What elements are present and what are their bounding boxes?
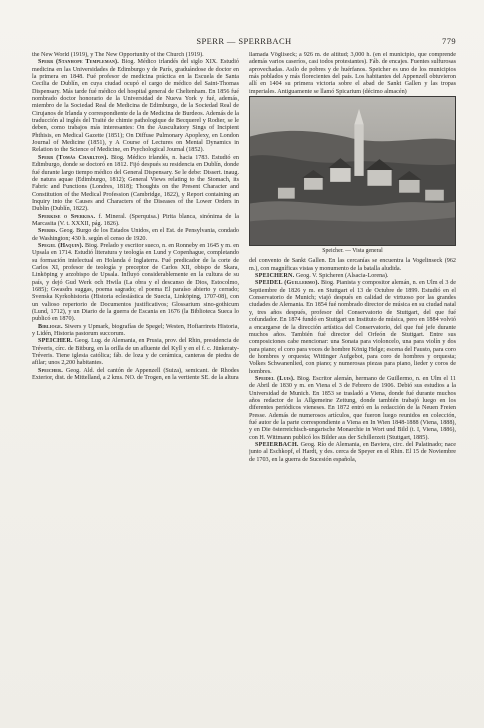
- entry-headword: SPEICHERN.: [255, 273, 295, 280]
- left-column: [32, 52, 239, 718]
- dictionary-entry: [32, 338, 239, 367]
- dictionary-entry: [32, 155, 239, 214]
- entry-headword: Sperr (Stanhope Templeman).: [38, 59, 120, 66]
- entry-headword: Biblioge.: [38, 323, 63, 330]
- entry-text: f. Mineral. (Sperquisa.) Pirita blanca, sinónima de la Marcasita (V. t. XXXII, pág. 1826).: [32, 213, 239, 227]
- photo-caption: Speicher. — Vista general: [322, 248, 383, 255]
- entry-headword: Speidel (Luis).: [255, 375, 295, 382]
- entry-text: Geog. Ald. del cantón de Appenzell (Suiza), semicant. de Rhodes Exterior, dist. de Mittelland, a 2 kms. NO. de Trogen, en la vertiente SE. de la altura: [32, 367, 239, 382]
- town-photo: [249, 96, 456, 246]
- entry-text: Biog. Médico irlandés del siglo XIX. Estudió medicina en las Universidades de Edimburgo y de París, graduándose de doctor en la primera en 1848. Fué profesor de medicina práctica en la Escuela de Santa Cecilia de Dublín, en cuya ciudad ocupó el cargo de médico del Saint-Thomas Dispensary. Más tarde fué médico del hospital general de Cheltenham. En 1856 fué nombrado doctor honorario de la Universidad de Nueva York y fué, además, miembro de la Sociedad Real de Medicina de Edimburgo, de la Sociedad Real de Cirujanos de Irlanda y correspondiente de la de Medicina de Burdeos. Además de la traducción al inglés del Traité de chimie pathologique de Becquerel y Rodier, se le deben, como trabajos más interesantes: On the Auscultatory Sings of Incipient Phthisis, en Medical Gazette (1851); On Diffuse Pulmonary Apoplexy, en London Journal of Medicine (1851), y A Course of Lectures on Mental Dynamics in Relation to the Science of Medicine, en Psychological Journal (1852).: [32, 59, 239, 154]
- dictionary-entry: [249, 376, 456, 442]
- running-head: [32, 36, 456, 48]
- dictionary-entry: [32, 243, 239, 324]
- dictionary-entry: [32, 368, 239, 383]
- entry-headword: SPEIDEL (Guillermo).: [255, 280, 320, 287]
- entry-headword: SPEIERBACH.: [255, 442, 299, 448]
- entry-text: Geog. Lug. de Alemania, en Prusia, prov. del Rhin, presidencia de Tréveris, círc. de Bitburg, en la orilla de un afluente del Kyll y en el f. c. Jünkeraty-Tréveris. Tiene iglesia católica; fáb. de loza y de cerámica, canteras de piedra de afilar; unos 2,200 habitantes.: [32, 338, 239, 367]
- dictionary-entry: [249, 280, 456, 375]
- dictionary-entry: [32, 59, 239, 154]
- entry-text: Geog. V. Spicheren (Alsacia-Lorena).: [294, 273, 389, 280]
- dictionary-entry: [249, 442, 456, 464]
- page-title: SPERR — SPERRBACH: [196, 36, 292, 46]
- text-columns: [32, 52, 456, 718]
- entry-headword: Sperr (Tomás Charlton).: [38, 154, 109, 161]
- right-column-top: [249, 52, 456, 96]
- entry-headword: Speicher.: [38, 367, 63, 374]
- entry-text: Geog. Burgo de los Estados Unidos, en el Est. de Pensylvania, condado de Washington; 430 h. según el censo de 1920.: [32, 228, 239, 242]
- entry-text: Biog. Prelado y escritor sueco, n. en Ronneby en 1645 y m. en Upsala en 1714. Estudió literatura y teología en Lund y Copenhague, completando su formación intelectual en Holanda é Inglaterra. Fué predicador de la corte de Carlos XI, profesor de teología y preceptor de Carlos XII, obispo de Skara, Linköping y arzobispo de Upsala. Influyó considerablemente en la cultura de su país, y dejó Gud Werk och Hwila (La obra y el descanso de Dios, Estocolmo, 1685); Gwasdrs suggas, poema sagrado; el poema El paraíso abierto y cerrado; Svenska Kyrkohistoria (Historia eclesiástica de Suecia, Linköping, 1707-08), con un valioso repertorio de Documentos justificativos; Glossarium sino-gothicum (Lund, 1712), y un Diario de la guerra de Escania en 1676 (la Biblioteca Sueca lo publicó en 1870).: [32, 242, 239, 323]
- continued-text: the New World (1919), y The New Opportunity of the Church (1919).: [32, 52, 204, 58]
- dictionary-entry: [32, 324, 239, 339]
- entry-text: Biog. Médico irlandés, n. hacia 1783. Estudió en Edimburgo, donde se doctoró en 1812. Fijó después su residencia en Dublín, donde fué durante largo tiempo médico del General Dispensary. Se le debe: Dissert. inaug. de natura aquae (Edimburgo, 1812); General Views relating to the Stomach, its Fabric and Functions (Londres, 1818); Thoughts on the Present Character and Constitution of the Medical Profession (Cambridge, 1822), y Report containing an Inquiry into the Causes and Characters of the Diseases of the Lower Orders in Dublin (Dublín, 1822).: [32, 154, 239, 213]
- continued-text: llamada Vögliseck; a 926 m. de altitud; 3,000 h. (en el municipio, que comprende además varios caseríos, casi todos protestantes). Fáb. de encajes. Fuentes sulfurosas aprovechadas. Asilo de pobres y de huérfanos. Speicher es uno de los municipios más poblados y más florecientes del país. Los habitantes del Appenzell obtuvieron allí en 1404 su primera victoria sobre el abad de Sankt Gallen y las tropas imperiales. Antiguamente se llamó Spicarium (décimo almacén): [249, 52, 456, 95]
- page-number: 779: [442, 36, 456, 46]
- right-column-bottom: [249, 258, 456, 464]
- entry-headword: Sperrs.: [38, 228, 58, 235]
- continued-text: del convento de Sankt Gallen. En las cercanías se encuentra la Vogelinseck (962 m.), con magníficas vistas y monumento de la batalla aludida.: [249, 258, 456, 272]
- dictionary-entry: [32, 214, 239, 229]
- right-column: [249, 52, 456, 718]
- entry-text: Geog. Río de Alemania, en Baviera, circ. del Palatinado; nace junto al Eschkopf, el Hardt, y des. cerca de Speyer en el Rhin. El 15 de Noviembre de 1703, en la guerra de Sucesión española,: [249, 442, 456, 463]
- entry-headword: Spegel (Haquin).: [38, 242, 84, 249]
- photo-figure: [249, 96, 456, 255]
- entry-text: Biog. Pianista y compositor alemán, n. en Ulm el 3 de Septiembre de 1826 y m. en Stuttgart el 13 de Octubre de 1899. Estudió en el Conservatorio de Munich; viajó después en calidad de virtuoso por las grandes ciudades de Alemania. En 1854 fué nombrado director de música en su ciudad natal y, tres años después, profesor del Conservatorio de Stuttgart, del que fué cofundador. En 1874 fundó en Stuttgart un Instituto de música, pero en 1884 volvió a encargarse de la dirección artística del Conservatorio, del que fué jefe durante muchos años. También fué director del Orfeón de Stuttgart. Entre sus composiciones cabe mencionar: una Sonata para violoncelo, una para violín y dos para piano; el coro para voces de hombre König Helge; escena del Fausto, para coro de hombres y orquesta; Wittinger Aufgebot, para coro de hombres y orquesta; Volkes Schwanenlied, con piano; y numerosas piezas para piano, lieder y coros de hombres.: [249, 280, 456, 375]
- entry-headword: Sperkise o Sperkisa.: [38, 213, 96, 220]
- entry-headword: SPEICHER.: [38, 338, 73, 345]
- dictionary-entry: [32, 228, 239, 243]
- entry-text: Siwers y Upmark, biografías de Spegel; Westen, Hofiarrirets Historia, y Lidén, Historia pastorum succorum.: [32, 323, 239, 338]
- entry-text: Biog. Escritor alemán, hermano de Guillermo, n. en Ulm el 11 de Abril de 1830 y m. en Viena el 3 de Febrero de 1906. Debió sus estudios a la Universidad de Munich. En 1853 se trasladó a Viena, donde fué durante muchos años redactor de la Allgemeine Zeitung, donde también trabajó luego en los diferentes periódicos vieneses. En 1872 entró en la redacción de la Neuen Freien Presse. Además de numerosos artículos, que fueron luego reunidos en colección, fué autor de la parte correspondiente a Viena en In Wien 1848-1888 (Viena, 1888), y en Die österreichisch-ungarische Monarchie in Wort und Bild (t. I, Viena, 1886), con H. Wittmann publicó los Bilder aus der Schillerzeit (Stuttgart, 1885).: [249, 375, 456, 441]
